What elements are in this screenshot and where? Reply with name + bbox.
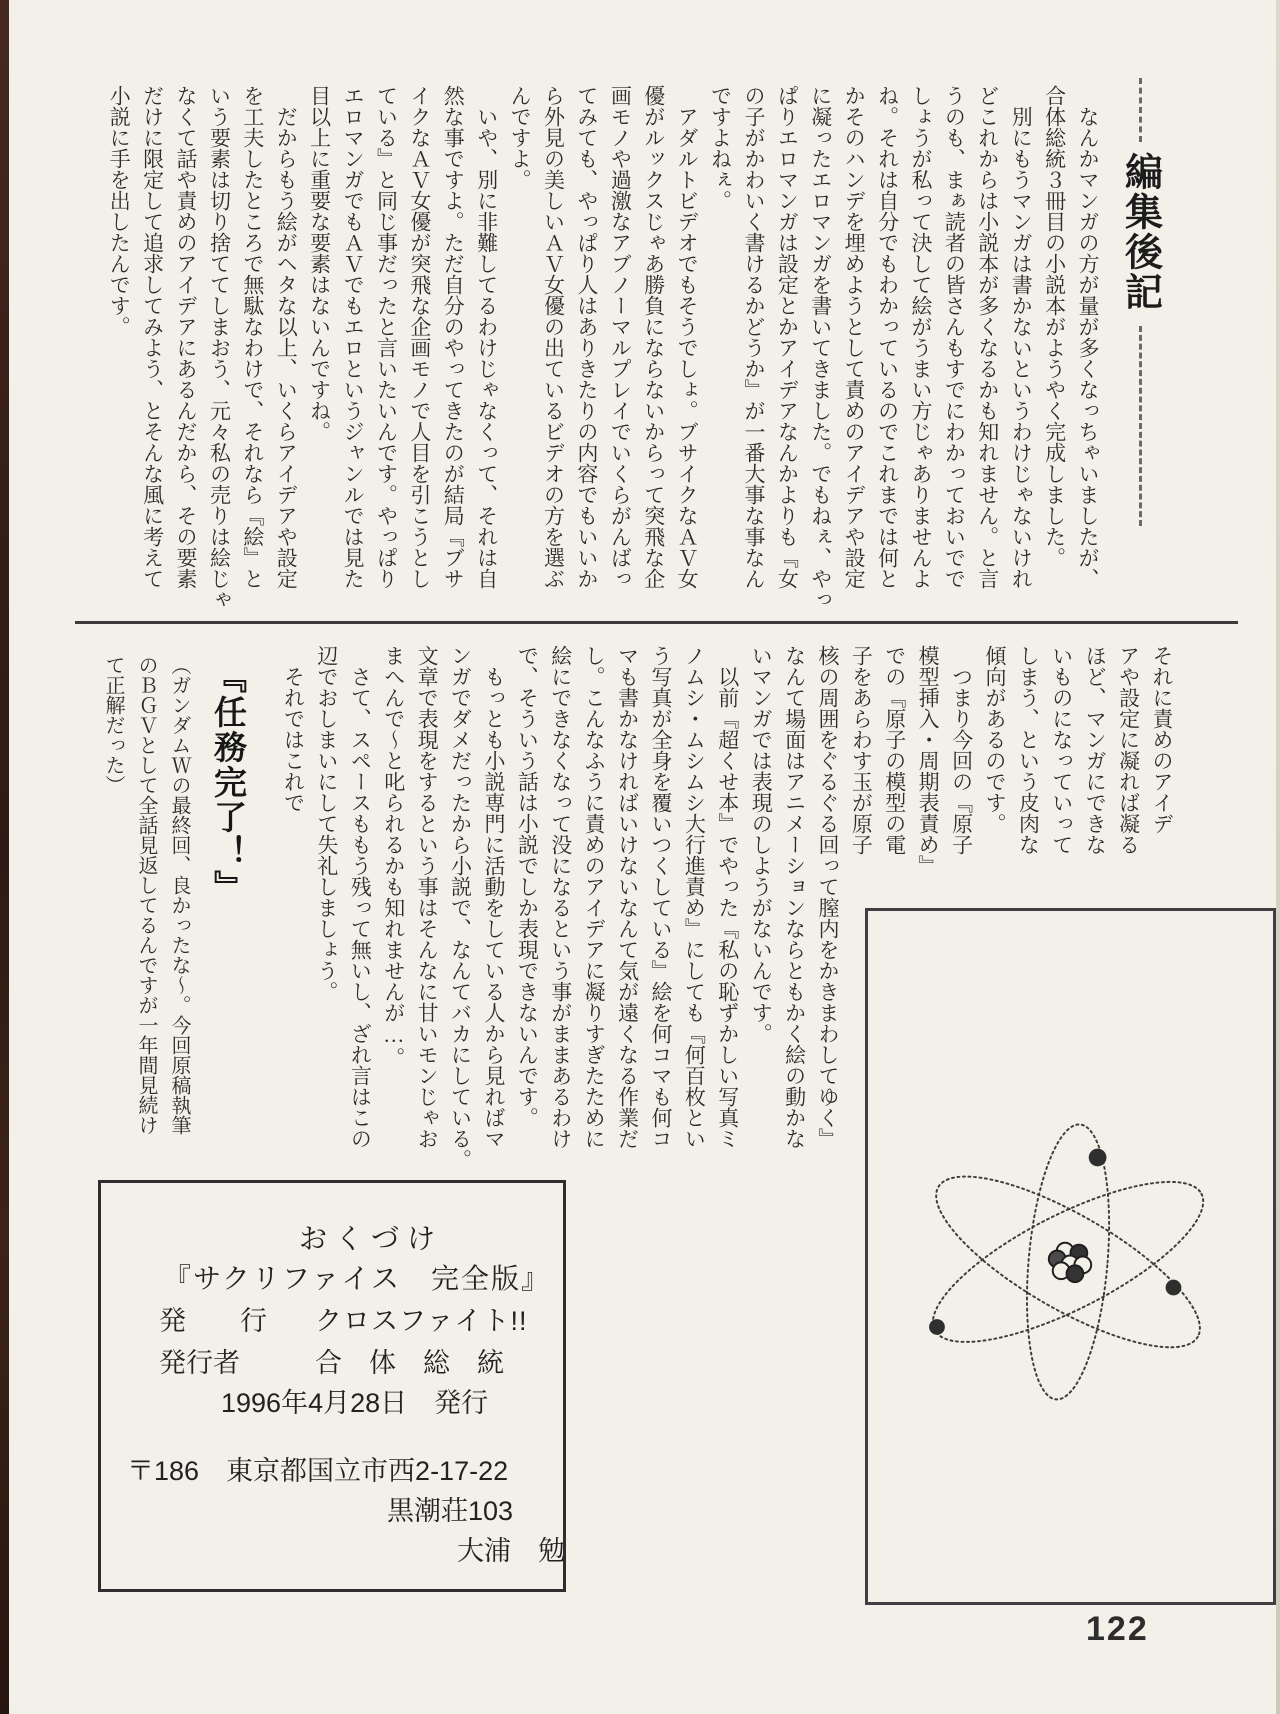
- text-column: さて、スペースももう残って無いし、ざれ言はこの: [348, 645, 373, 1149]
- text-column: いや、別に非難してるわけじゃなくって、それは自: [474, 85, 499, 589]
- text-column: のＢＧＶとして全話見返してるんですが一年間見続け: [135, 655, 157, 1135]
- text-column: かそのハンデを埋めようとして責めのアイデアや設定: [842, 85, 867, 589]
- text-column: う写真が全身を覆いつくしている』絵を何コマも何コ: [648, 645, 673, 1149]
- text-column: しょうが私って決して絵がうまい方じゃありませんよ: [908, 85, 933, 589]
- text-column: 辺でおしまいにして失礼しましょう。: [314, 645, 339, 1002]
- text-column: いマンガでは表現のしようがないんです。: [749, 645, 774, 1044]
- text-column: それではこれで: [281, 645, 306, 813]
- page-number: 122: [1086, 1610, 1149, 1648]
- gundam-note-paragraph: [96, 655, 195, 1135]
- afterword-title-block: [1112, 78, 1168, 526]
- text-column: イクなＡＶ女優が突飛な企画モノで人目を引こうとし: [407, 85, 432, 589]
- colophon-author-name: 大浦 勉: [457, 1536, 565, 1566]
- text-column: アや設定に凝れば凝る: [1116, 645, 1141, 855]
- text-column: てみても、やっぱり人はありきたりの内容でもいいか: [574, 85, 599, 589]
- text-column: 核の周囲をぐるぐる回って膣内をかきまわしてゆく』: [816, 645, 840, 1149]
- text-column: ほど、マンガにできな: [1083, 645, 1108, 855]
- text-column: ノムシ・ムシムシ大行進責め』にしても『何百枚とい: [682, 645, 707, 1149]
- text-column: 画モノや過激なアブノーマルプレイでいくらがんばっ: [608, 85, 633, 589]
- text-column: を工夫したところで無駄なわけで、それなら『絵』と: [240, 85, 265, 589]
- text-column: ンガでダメだったから小説で、なんてバカにしている。: [448, 645, 473, 1170]
- text-column: に凝ったエロマンガを書いてきました。でもねぇ、やっ: [808, 85, 833, 610]
- text-column: ている』と同じ事だったと言いたいんです。やっぱり: [374, 85, 399, 589]
- text-column: て正解だった）: [102, 655, 124, 795]
- colophon-address-line2: 黒潮荘103: [387, 1496, 514, 1526]
- dashed-rule-top: [1139, 78, 1142, 142]
- text-column: 合体総統３冊目の小説本がようやく完成しました。: [1042, 85, 1067, 568]
- text-column: 優がルックスじゃあ勝負にならないからって突飛な企: [641, 85, 666, 589]
- text-column: の子がかわいく書けるかどうか』が一番大事な事なん: [741, 85, 766, 589]
- text-column: 別にもうマンガは書かないというわけじゃないけれ: [1009, 85, 1034, 589]
- colophon-box: [98, 1180, 566, 1592]
- mission-complete-banner: 『任務完了！』: [210, 660, 247, 905]
- text-column: 以前『超くせ本』でやった『私の恥ずかしい写真ミ: [715, 645, 740, 1149]
- page-title: 編集後記: [1118, 152, 1161, 312]
- electron-dot: [1089, 1149, 1107, 1167]
- text-column: 小説に手を出したんです。: [107, 85, 132, 337]
- text-column: うのも、まぁ読者の皆さんもすでにわかっておいでで: [942, 85, 967, 589]
- text-column: 目以上に重要な要素はないんですね。: [307, 85, 332, 442]
- afterword-bottom-main-paragraphs: [276, 645, 844, 1170]
- text-column: つまり今回の『原子: [949, 645, 974, 855]
- text-column: ぱりエロマンガは設定とかアイデアなんかよりも『女: [775, 85, 800, 589]
- text-column: 然な事ですよ。ただ自分のやってきたのが結局『ブサ: [441, 85, 466, 589]
- text-column: なくて話や責めのアイデアにあるんだから、その要素: [174, 85, 199, 589]
- text-column: んですよ。: [508, 85, 533, 190]
- scan-edge-artifact-left: [0, 0, 9, 1714]
- text-column: しまう、という皮肉な: [1016, 645, 1041, 855]
- dashed-rule-bottom: [1139, 326, 1142, 526]
- text-column: 傾向があるのです。: [982, 645, 1007, 834]
- text-column: それに責めのアイデ: [1150, 645, 1174, 834]
- atom-illustration-box: [865, 908, 1276, 1605]
- colophon-heading: おくづけ: [299, 1223, 444, 1254]
- text-column: エロマンガでもＡＶでもエロというジャンルでは見た: [341, 85, 366, 589]
- text-column: どこれからは小説本が多くなるかも知れません。と言: [975, 85, 1000, 589]
- text-column: 文章で表現をするという事はそんなに甘いモンじゃお: [415, 645, 440, 1149]
- colophon-book-title: 『サクリファイス 完全版』: [163, 1263, 552, 1294]
- text-column: で、そういう話は小説でしか表現できないんです。: [515, 645, 540, 1128]
- afterword-top-paragraphs: [102, 85, 1104, 610]
- electron-dot: [929, 1319, 945, 1335]
- text-column: （ガンダムＷの最終回、良かったな〜。今回原稿執筆: [168, 655, 190, 1135]
- electron-dot: [1166, 1280, 1182, 1296]
- text-column: いものになっていって: [1049, 645, 1074, 855]
- text-column: マも書かなければいけないなんて気が遠くなる作業だ: [615, 645, 640, 1149]
- text-column: いう要素は切り捨ててしまおう、元々私の売りは絵じゃ: [207, 85, 232, 610]
- colophon-issuer-value: 合 体 総 統: [315, 1348, 504, 1378]
- text-column: なんかマンガの方が量が多くなっちゃいましたが、: [1076, 85, 1100, 589]
- colophon-publisher-label: 発 行: [159, 1306, 267, 1336]
- text-column: ですよねぇ。: [708, 85, 733, 211]
- colophon-publisher-value: クロスファイト!!: [315, 1306, 528, 1336]
- text-column: 子をあらわす玉が原子: [849, 645, 874, 855]
- text-column: だからもう絵がヘタな以上、いくらアイデアや設定: [274, 85, 299, 589]
- text-column: 絵にできなくなって没になるという事がままあるわけ: [548, 645, 573, 1149]
- nucleus-cluster: [1049, 1243, 1091, 1282]
- text-column: なんて場面はアニメーションならともかく絵の動かな: [782, 645, 807, 1149]
- text-column: だけに限定して追求してみよう、とそんな風に考えて: [140, 85, 165, 589]
- section-divider-rule: [75, 621, 1238, 624]
- atom-diagram-icon: [868, 911, 1273, 1602]
- text-column: もっとも小説専門に活動をしている人から見ればマ: [481, 645, 506, 1149]
- afterword-bottom-intro-paragraphs: [844, 645, 1178, 876]
- colophon-issuer-label: 発行者: [159, 1348, 240, 1378]
- text-column: アダルトビデオでもそうでしょ。ブサイクなＡＶ女: [675, 85, 700, 589]
- text-column: まへんで〜と叱られるかも知れませんが…。: [381, 645, 406, 1068]
- text-column: 模型挿入・周期表責め』: [916, 645, 941, 876]
- colophon-postal-address: 〒186 東京都国立市西2-17-22: [127, 1456, 509, 1486]
- text-column: ね。それは自分でもわかっているのでこれまでは何と: [875, 85, 900, 589]
- text-column: での『原子の模型の電: [882, 645, 907, 855]
- colophon-date-line: 1996年4月28日 発行: [221, 1388, 489, 1418]
- text-column: ら外見の美しいＡＶ女優の出ているビデオの方を選ぶ: [541, 85, 566, 589]
- scan-edge-artifact-right: [1276, 0, 1280, 1714]
- text-column: し。こんなふうに責めのアイデアに凝りすぎたために: [582, 645, 607, 1149]
